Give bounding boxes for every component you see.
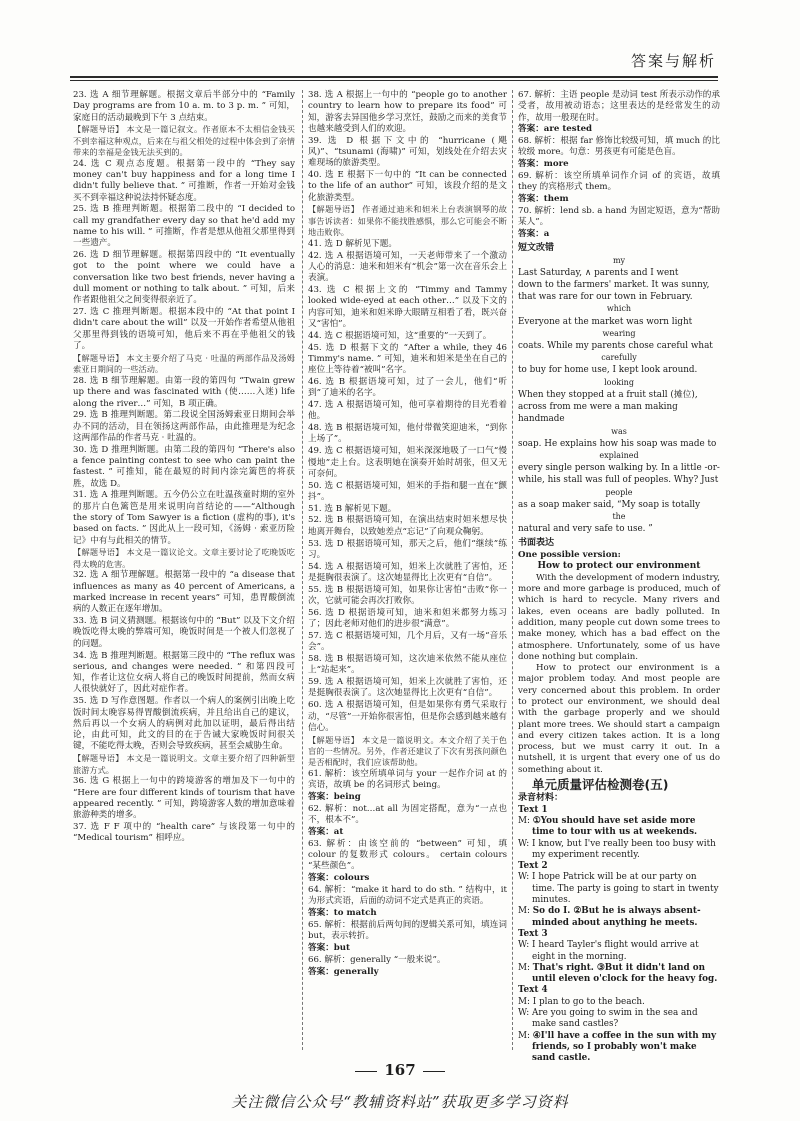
answer-explanation: 50. 选 C 根据语境可知，妲米的手指和腿一直在“颤抖”。 (308, 480, 507, 502)
speaker: M: (518, 1030, 533, 1041)
dialogue-line (518, 940, 720, 963)
writing-version-label: One possible version: (518, 549, 621, 560)
speaker: M: (518, 815, 533, 826)
column-right (512, 90, 720, 1064)
answer-explanation: 26. 选 D 细节理解题。根据第四段中的 “It eventually got to the point where we could have a conversation like two best friends, never having a dull moment or nothing to talk about. ” 可知，后来作者跟他祖父之间变得很亲近了。 (73, 250, 295, 306)
dialogue-line (518, 1031, 720, 1065)
correction-line: When they stopped at a fruit stall (摊位), (518, 389, 698, 400)
passage-guide: 【解题导语】 本文是一篇说明文。本文介绍了关于色盲的一些情况。另外，作者还建议了下次有男孩问颜色是否相配时，我们应该帮助他。 (308, 734, 507, 768)
text-label: Text 3 (518, 928, 548, 939)
answer-explanation: 49. 选 C 根据语境可知，妲米深深地吸了一口气“慢慢地”走上台。这表明她在演奏开始时胡张，但又无可奈何。 (308, 446, 507, 479)
answer-line: 答案：more (518, 159, 569, 170)
answer-explanation: 58. 选 B 根据语境可知，这次迪米依然不能从座位上“站起来”。 (308, 654, 507, 676)
speaker: M: (518, 906, 533, 917)
column-left (73, 90, 295, 1050)
answer-explanation: 54. 选 A 根据语境可知，妲米上次就胜了害怕，还是挺胸很表演了。这次她显得比上次更有“自信”。 (308, 561, 507, 583)
answer-explanation: 55. 选 B 根据语境可知，如果你让害怕“击败”你一次，它就可能会再次打败你。 (308, 584, 507, 607)
correction-mark: the (612, 511, 626, 521)
dialogue-line (518, 816, 720, 839)
answer-explanation: 24. 选 C 观点态度题。根据第一段中的 “They say money can't buy happiness and for a long time I didn't fully believe that. ” 可推断，作者一开始对金钱买不到幸福这种说法持怀疑态度。 (73, 158, 295, 203)
essay-paragraph-2: How to protect our environment is a major problem today. And most people are very concerned about this problem. In order to protect our environment, we should deal with the garbage properly and we should plant more trees. We should start a campaign and every citizen takes action. It is a long process, but we must carry it out. In a nutshell, it is urgent that every one of us do something about it. (518, 663, 720, 775)
passage-guide: 【解题导语】 本文主要介绍了马克 · 吐温的两部作品及汤姆索亚日期间的一些活动。 (73, 352, 295, 375)
answer-explanation: 29. 选 B 推理判断题。第二段说全国汤姆索亚日期间会举办不同的活动，目在领扬这两部作品，由此推理是为纪念这两部作品的作者马克 · 吐温的。 (73, 410, 295, 443)
answer-explanation: 42. 选 A 根据语境可知，一天老师带来了一个激动人心的消息：迪米和妲米有“机会”第一次在音乐会上表演。 (308, 250, 507, 284)
speaker: M: (518, 996, 533, 1007)
utterance: ①You should have set aside more time to tour with us at weekends. (532, 815, 698, 838)
correction-mark: my (612, 255, 626, 265)
correction-line: soap. He explains how his soap was made to (518, 438, 717, 449)
answer-explanation: 35. 选 D 写作意图题。作者以一个病人的案例引出晚上吃饭时间太晚容易得胃酸倒流疾病，并且给出自己的建议，然后再以一个女病人的病例对此加以证明，最后得出结论，由此可知，此文的目的在于告诫大家晚饭时间很关键，不能吃得太晚，否则会导致疾病，甚至会威胁生命。 (73, 696, 295, 752)
answer-explanation: 30. 选 D 推理判断题。由第二段的第四句 “There's also a fence painting contest to see who can paint the fastest. ” 可推知，能在最短的时间内涂完篱笆的将获胜，故选 D。 (73, 444, 295, 489)
answer-explanation: 36. 选 G 根据上一句中的跨境游客的增加及下一句中的 “Here are four different kinds of tourism that have appeared recently. ” 可知，跨境游客人数的增加意味着旅游种类的增多。 (73, 776, 295, 821)
answer-explanation: 68. 解析：根据 far 修饰比较级可知，填 much 的比较级 more。句意：男孩更有可能是色盲。 (518, 136, 720, 158)
utterance: So do I. ②But he is always absent-minded about anything he meets. (532, 906, 701, 928)
correction-line: Everyone at the market was worn light (518, 316, 693, 327)
answer-explanation: 53. 选 D 根据语境可知，那天之后，他们“继续”练习。 (308, 538, 507, 560)
dialogue-line (518, 963, 720, 986)
answer-explanation: 23. 选 A 细节理解题。根据文章后半部分中的 “Family Day programs are from 10 a. m. to 3 p. m. ” 可知，家庭日的活动最晚到下午 3 点结束。 (73, 90, 295, 123)
page-header (70, 48, 718, 78)
correction-mark: was (611, 426, 627, 436)
answer-explanation: 46. 选 B 根据语境可知，过了一会儿，他们“听到”了迪米的名字。 (308, 376, 507, 399)
correction-passage (518, 255, 720, 536)
passage-guide: 【解题导语】 本文是一篇说明文。文章主要介绍了四种新型旅游方式。 (73, 753, 295, 775)
writing-heading: 书面表达 (518, 538, 555, 549)
answer-explanation: 28. 选 B 细节理解题。由第一段的第四句 “Twain grew up there and was fascinated with (使……入迷) life along the river…” 可知，B 项正确。 (73, 375, 295, 409)
speaker: W: (518, 872, 533, 883)
footer-note: 关注微信公众号“教辅资料站”获取更多学习资料 (231, 1093, 569, 1111)
speaker: W: (518, 940, 533, 951)
answer-explanation: 51. 选 B 解析见下题。 (308, 503, 397, 514)
answer-explanation: 59. 选 A 根据语境可知，妲米上次就胜了害怕，还是挺胸很表演了。这次她显得比上次更有“自信”。 (308, 677, 507, 699)
text-label: Text 4 (518, 985, 548, 996)
correction-line: natural and very safe to use. ” (518, 524, 653, 535)
correction-line: to buy for home use, I kept look around. (518, 365, 698, 376)
answer-explanation: 65. 解析：根据前后两句间的逻辑关系可知，填连词 but，表示转折。 (308, 919, 507, 942)
page-number: 167 (345, 1061, 455, 1079)
header-title: 答案与解析 (630, 52, 716, 70)
answer-line: 答案：but (308, 942, 351, 953)
answer-explanation: 48. 选 B 根据语境可知，他付带微笑迎迪米，“到你上场了”。 (308, 423, 507, 445)
utterance: I know, but I've really been too busy with my experiment recently. (532, 838, 716, 860)
answer-explanation: 40. 选 E 根据下一句中的 “It can be connected to the life of an author” 可知，该段介绍的是文化旅游类型。 (308, 170, 507, 203)
answer-explanation: 60. 选 A 根据语境可知，但是如果你有勇气采取行动，“尽管”一开始你很害怕，但是你会感到越来越有信心。 (308, 700, 507, 733)
answer-explanation: 37. 选 F F 项中的 “health care” 与该段第一句中的 “Medical tourism” 相呼应。 (73, 822, 295, 844)
essay-title: How to protect our environment (537, 561, 701, 572)
answer-line: 答案：are tested (518, 124, 593, 135)
speaker: W: (518, 1008, 533, 1018)
speaker: M: (518, 962, 533, 973)
correction-line: that was rare for our town in February. (518, 292, 693, 303)
answer-explanation: 70. 解析：lend sb. a hand 为固定短语，意为“帮助某人”。 (518, 205, 720, 228)
answer-explanation: 61. 解析：该空所填单词与 your 一起作介词 at 的宾语，故填 be 的名词形式 being。 (308, 769, 507, 791)
essay-paragraph-1: With the development of modern industry, more and more garbage is produced, much of which is hard to recycle. Many rivers and lakes, even oceans are badly polluted. In addition, many people cut down some trees to make money, which has a bad effect on the atmosphere. Unfortunately, some of us have done nothing but complain. (518, 572, 720, 662)
answer-explanation: 44. 选 C 根据语境可知，这“重要的”一天到了。 (308, 330, 492, 341)
passage-guide: 【解题导语】 作者通过迪米和妲米上台表演钢琴的故事告诉读者：如果你不能找胜感惧，那么它可能会不断地击败你。 (308, 204, 507, 238)
answer-explanation: 56. 选 D 根据语境可知，迪米和妲米都努力练习了；因此老师对他们的进步很“满意”。 (308, 607, 507, 630)
passage-guide: 【解题导语】 本文是一篇议论文。文章主要讨论了吃晚饭吃得太晚的危害。 (73, 547, 295, 569)
answer-explanation: 63. 解析：由该空前的 “between” 可知，填 colour 的复数形式 colours。 certain colours “某些颜色”。 (308, 838, 507, 872)
correction-mark: wearing (602, 328, 636, 338)
utterance: I plan to go to the beach. (532, 996, 645, 1007)
dialogue-line (518, 906, 720, 929)
correction-mark: carefully (601, 353, 637, 363)
answer-explanation: 27. 选 C 推理判断题。根据本段中的 “At that point I didn't care about the will” 以及一开始作者希望从他祖父那里得到钱的语境可知，他后来不再在乎他祖父的钱了。 (73, 307, 295, 352)
correction-mark: people (605, 487, 633, 497)
correction-line: every single person walking by. In a little -or- (518, 463, 720, 474)
correction-line: while, his stall was full of peoples. Why? Just (518, 475, 719, 486)
speaker: W: (518, 838, 533, 849)
answer-explanation: 69. 解析：该空所填单词作介词 of 的宾语，故填 they 的宾格形式 them。 (518, 171, 720, 193)
answer-explanation: 62. 解析：not…at all 为固定搭配，意为“一点也不，根本不”。 (308, 803, 507, 826)
correction-mark: explained (599, 450, 639, 460)
correction-line: across from me were a man making handmade (518, 402, 678, 425)
answer-line: 答案：colours (308, 873, 370, 884)
answer-line: 答案：a (518, 229, 550, 240)
answer-explanation: 38. 选 A 根据上一句中的 “people go to another country to learn how to prepare its food” 可知，游客去异国他乡学习烹饪，鼓励之而来的美食节也越来越受到人们的欢迎。 (308, 90, 507, 134)
utterance: ④I'll have a coffee in the sun with my friends, so I probably won't make sand castle. (532, 1030, 717, 1064)
answer-line: 答案：being (308, 792, 361, 803)
text-label: Text 2 (518, 861, 548, 872)
answer-explanation: 39. 选 D 根据下文中的 “hurricane (飓风)”、“tsunami (海啸)” 可知，划线处在介绍去灾难现场的旅游类型。 (308, 135, 507, 169)
correction-line: as a soap maker said, “My soap is totally (518, 499, 701, 510)
answer-explanation: 33. 选 B 词义猜测题。根据该句中的 “But” 以及下文介绍晚饭吃得太晚的弊端可知，晚饭时间是一个被人们忽视了的问题。 (73, 616, 295, 649)
dialogue-line (518, 839, 720, 862)
utterance: I hope Patrick will be at our party on time. The party is going to start in twenty minutes. (532, 872, 719, 906)
column-middle (302, 90, 507, 1050)
answer-explanation: 25. 选 B 推理判断题。根据第二段中的 “I decided to call my grandfather every day so that he'd add my name to his will. ” 可推断，作者是想从他祖父那里得到一些遗产。 (73, 204, 295, 249)
dialogue-line (518, 1008, 720, 1031)
answer-explanation: 47. 选 A 根据语境可知，他可享着期待的目光看着他。 (308, 400, 507, 422)
answer-explanation: 41. 选 D 解析见下题。 (308, 238, 397, 249)
answer-line: 答案：them (518, 194, 569, 205)
answer-line: 答案：to match (308, 908, 377, 919)
dialogue-line (518, 997, 720, 1008)
header-rule (70, 80, 718, 81)
answer-explanation: 34. 选 B 推理判断题。根据第三段中的 “The reflux was serious, and changes were needed. ” 和第四段可知，作者让这位女病人将自己的晚饭时间提前，然而女病人很快就好了，因此对症作者。 (73, 650, 295, 695)
utterance: I heard Tayler's flight would arrive at eight in the morning. (532, 940, 699, 962)
answer-explanation: 64. 解析：“make it hard to do sth. ” 结构中，it 为形式宾语，后面的动词不定式是真正的宾语。 (308, 884, 507, 907)
answer-explanation: 43. 选 C 根据上文的 “Timmy and Tammy looked wide-eyed at each other…” 以及下文的内容可知，迪米和妲米睁大眼睛互相看了看，既兴奋又“害怕”。 (308, 285, 507, 329)
passage-guide: 【解题导语】 本文是一篇记叙文。作者原本不太相信金钱买不到幸福这种观点，后来在与祖父相处的过程中体会到了亲情带来的幸福是金钱无法买到的。 (73, 124, 295, 157)
answer-explanation: 67. 解析：主语 people 是动词 test 所表示动作的承受者，故用被动语态；这里表达的是经常发生的动作，故用一般现在时。 (518, 90, 720, 123)
correction-heading: 短文改错 (518, 243, 555, 254)
answer-explanation: 52. 选 B 根据语境可知，在演出结束时妲米想尽快地离开舞台，以致她差点“忘记”了向观众鞠躬。 (308, 515, 507, 537)
answer-explanation: 32. 选 A 细节理解题。根据第一段中的 “a disease that influences as many as 40 percent of Americans, a marked increase in recent years” 可知，患胃酸倒流病的人数正在逐年增加。 (73, 570, 295, 615)
answer-explanation: 45. 选 D 根据下文的 “After a while, they 46 Timmy's name. ” 可知，迪米和妲米是坐在自己的座位上等待着“被叫”名字。 (308, 342, 507, 376)
correction-mark: looking (604, 377, 634, 387)
correction-mark: which (606, 304, 632, 314)
answer-explanation: 31. 选 A 推理判断题。五今仍公立在吐温孩童时期的室外的那片白色篱笆是用来说明向首结论的——“Although the story of Tom Sawyer is a fiction (虚构的事), it's based on facts. ” 因此从上一段可知，《汤姆 · 索亚历险记》中有与此相关的情节。 (73, 490, 295, 546)
unit-test-title: 单元质量评估检测卷(五) (532, 777, 669, 793)
listening-transcript (518, 805, 720, 1065)
answer-explanation: 57. 选 C 根据语境可知，几个月后，又有一场“音乐会”。 (308, 630, 507, 653)
listening-material-label: 录音材料： (518, 793, 564, 804)
dialogue-line (518, 872, 720, 906)
correction-line: down to the farmers' market. It was sunny, (518, 280, 710, 291)
utterance: That's right. ③But it didn't land on until eleven o'clock for the heavy fog. (532, 962, 718, 985)
answer-line: 答案：at (308, 827, 344, 837)
correction-line: Last Saturday, ∧ parents and I went (518, 267, 679, 278)
answer-line: 答案：generally (308, 966, 379, 977)
text-label: Text 1 (518, 804, 548, 815)
correction-line: coats. While my parents chose careful what (518, 341, 713, 352)
utterance: Are you going to swim in the sea and make sand castles? (532, 1008, 698, 1030)
answer-explanation: 66. 解析：generally “一般来说”。 (308, 954, 446, 965)
